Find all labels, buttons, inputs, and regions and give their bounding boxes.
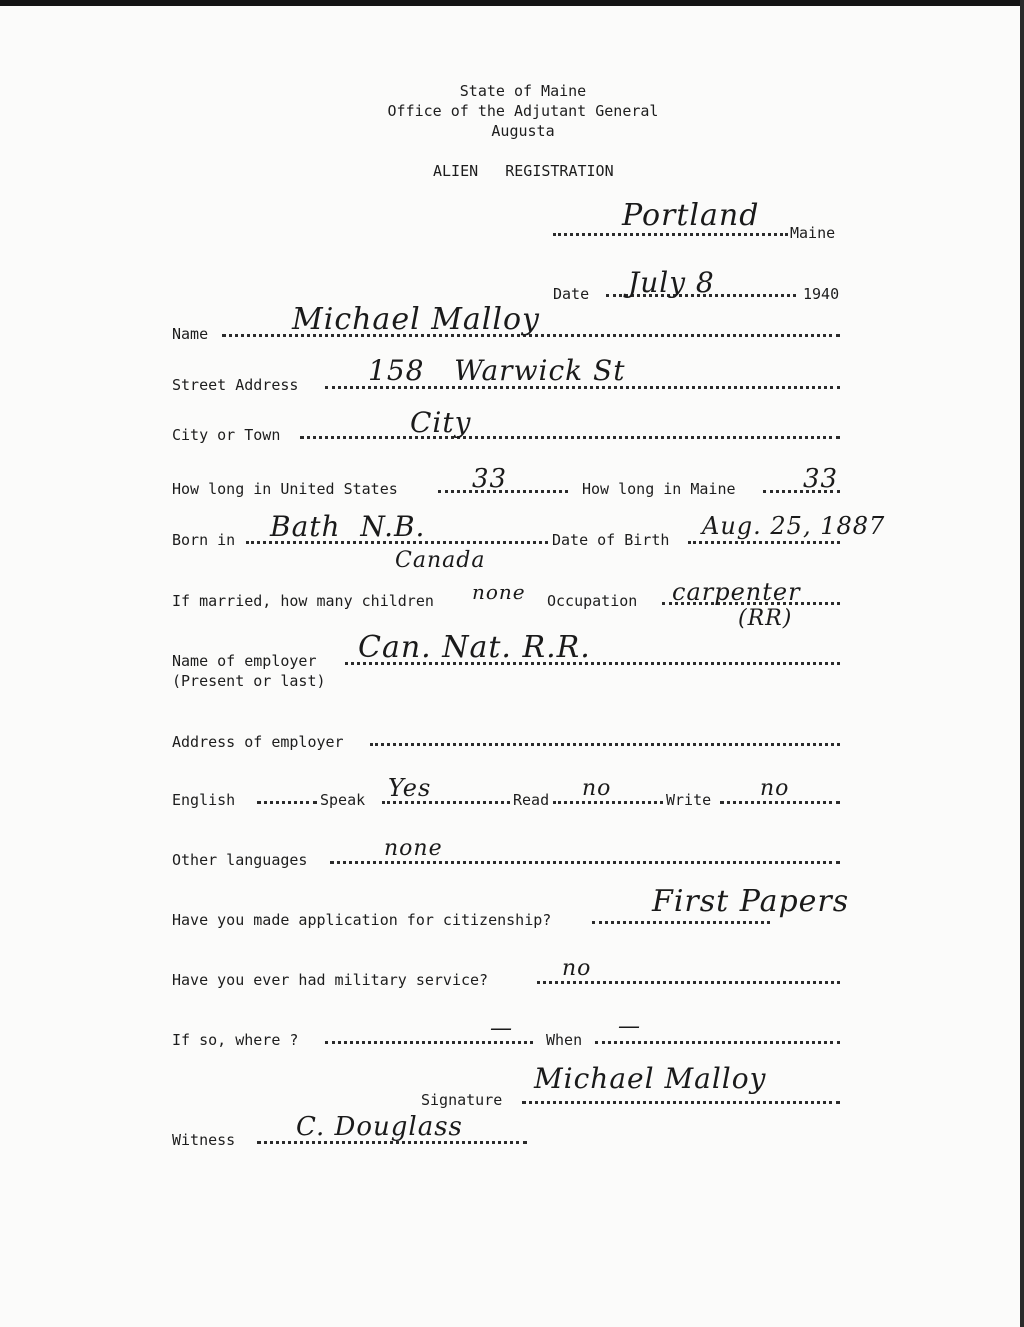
other-languages-label: Other languages <box>172 851 308 869</box>
witness-label: Witness <box>172 1131 236 1149</box>
city-label: City or Town <box>172 426 281 444</box>
read-label: Read <box>513 791 550 809</box>
date-label: Date <box>553 285 590 303</box>
employer-sublabel: (Present or last) <box>172 672 326 690</box>
citizenship-label: Have you made application for citizenship? <box>172 911 552 929</box>
occupation-value: carpenter <box>672 578 801 606</box>
employer-address-label: Address of employer <box>172 733 344 751</box>
children-label: If married, how many children <box>172 592 434 610</box>
military-dots <box>537 981 840 984</box>
street-label: Street Address <box>172 376 299 394</box>
scan-top-edge <box>0 0 1024 6</box>
occupation-label: Occupation <box>547 592 638 610</box>
dob-value: Aug. 25, 1887 <box>702 512 886 540</box>
when-label: When <box>546 1031 583 1049</box>
where-label: If so, where ? <box>172 1031 299 1049</box>
speak-label: Speak <box>320 791 366 809</box>
header-state: State of Maine <box>459 82 587 100</box>
date-year: 1940 <box>803 285 840 303</box>
name-label: Name <box>172 325 209 343</box>
city-value: City <box>410 406 472 439</box>
signature-label: Signature <box>421 1091 503 1109</box>
dob-dots <box>688 541 840 544</box>
military-value: no <box>562 956 592 981</box>
employer-address-dots <box>370 743 840 746</box>
place-state-label: Maine <box>790 224 836 242</box>
born-label: Born in <box>172 531 236 549</box>
where-value: — <box>490 1016 513 1041</box>
read-value: no <box>582 776 612 801</box>
military-label: Have you ever had military service? <box>172 971 489 989</box>
when-value: — <box>618 1014 641 1039</box>
children-value: none <box>472 580 526 604</box>
us-years-label: How long in United States <box>172 480 398 498</box>
maine-years-label: How long in Maine <box>582 480 736 498</box>
header-city: Augusta <box>491 122 555 140</box>
born-country: Canada <box>395 548 486 573</box>
read-dots <box>553 801 663 804</box>
us-years-value: 33 <box>472 464 508 494</box>
other-languages-value: none <box>384 836 443 861</box>
other-languages-dots <box>330 861 840 864</box>
place-dots <box>553 233 788 236</box>
signature-dots <box>522 1101 840 1104</box>
employer-value: Can. Nat. R.R. <box>358 630 591 665</box>
date-value: July 8 <box>628 266 715 299</box>
scan-right-edge <box>1020 0 1024 1327</box>
speak-value: Yes <box>388 774 432 802</box>
citizenship-value: First Papers <box>652 884 850 919</box>
write-dots <box>720 801 840 804</box>
header-office: Office of the Adjutant General <box>387 102 659 120</box>
employer-label: Name of employer <box>172 652 317 670</box>
place-value: Portland <box>622 198 760 233</box>
form-title: ALIEN REGISTRATION <box>433 162 614 180</box>
when-dots <box>595 1041 840 1044</box>
occupation-extra: (RR) <box>738 606 793 631</box>
dob-label: Date of Birth <box>552 531 670 549</box>
witness-value: C. Douglass <box>296 1112 463 1142</box>
english-label: English <box>172 791 236 809</box>
where-dots <box>325 1041 533 1044</box>
street-value: 158 Warwick St <box>368 354 626 387</box>
write-label: Write <box>666 791 712 809</box>
signature-value: Michael Malloy <box>534 1062 767 1095</box>
citizenship-dots <box>592 921 770 924</box>
maine-years-value: 33 <box>803 464 839 494</box>
write-value: no <box>760 776 790 801</box>
name-value: Michael Malloy <box>292 302 541 337</box>
city-dots <box>300 436 840 439</box>
born-value: Bath N.B. <box>270 510 426 543</box>
english-dots <box>257 801 317 804</box>
